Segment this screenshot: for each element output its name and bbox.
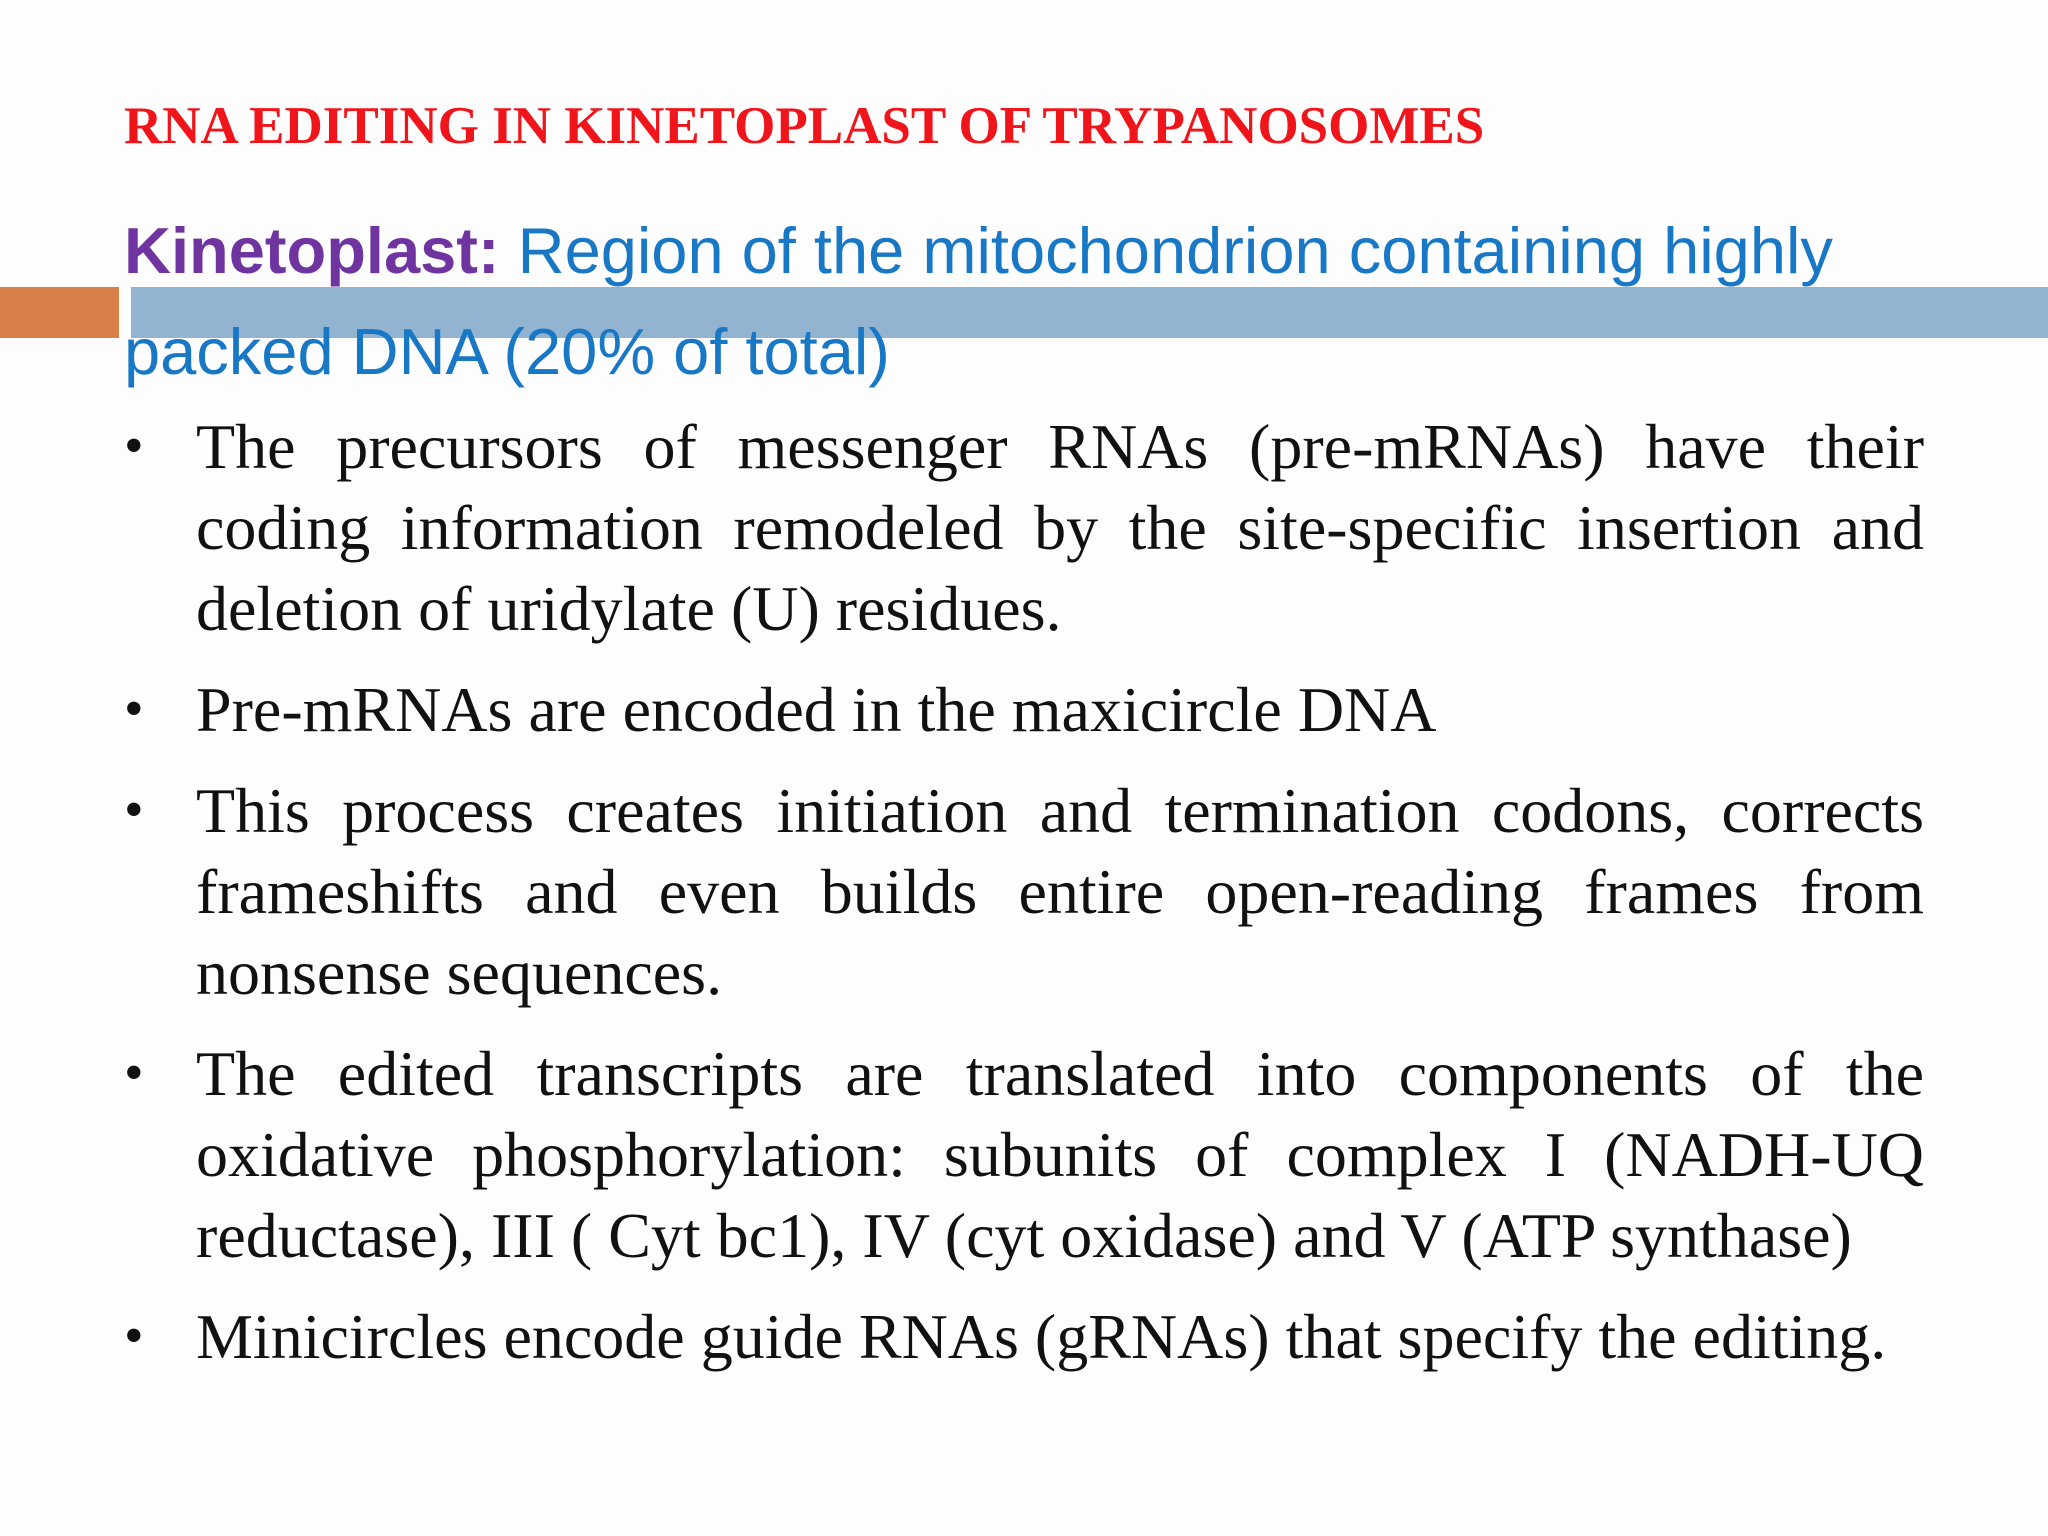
bullet-item bbox=[124, 1033, 1924, 1276]
bullet-item bbox=[124, 770, 1924, 1013]
bullet-text: The edited transcripts are translated into components of the oxidative phosphorylation: subunits of complex I (NADH-UQ reductase), III ( Cyt bc1), IV (cyt oxidase) and V (ATP synthase) bbox=[196, 1038, 1924, 1271]
bullet-text: Minicircles encode guide RNAs (gRNAs) that specify the editing. bbox=[196, 1301, 1887, 1372]
bullet-item bbox=[124, 1296, 1924, 1377]
bullet-text: Pre-mRNAs are encoded in the maxicircle DNA bbox=[196, 674, 1437, 745]
bullet-dot-icon: • bbox=[124, 415, 144, 477]
bullet-dot-icon: • bbox=[124, 1305, 144, 1367]
bullet-list bbox=[124, 406, 1924, 1397]
definition-text: Region of the mitochondrion containing highly packed DNA (20% of total) bbox=[124, 214, 1833, 388]
bullet-item bbox=[124, 669, 1924, 750]
bullet-dot-icon: • bbox=[124, 1042, 144, 1104]
bullet-item bbox=[124, 406, 1924, 649]
bullet-dot-icon: • bbox=[124, 678, 144, 740]
slide-title: RNA EDITING IN KINETOPLAST OF TRYPANOSOMES bbox=[124, 97, 1485, 155]
bullet-text: The precursors of messenger RNAs (pre-mRNAs) have their coding information remodeled by the site-specific insertion and deletion of uridylate (U) residues. bbox=[196, 411, 1924, 644]
bullet-text: This process creates initiation and termination codons, corrects frameshifts and even builds entire open-reading frames from nonsense sequences. bbox=[196, 775, 1924, 1008]
kinetoplast-definition bbox=[124, 200, 2004, 402]
bullet-dot-icon: • bbox=[124, 779, 144, 841]
definition-term: Kinetoplast: bbox=[124, 214, 500, 287]
accent-bar-orange bbox=[0, 287, 119, 338]
